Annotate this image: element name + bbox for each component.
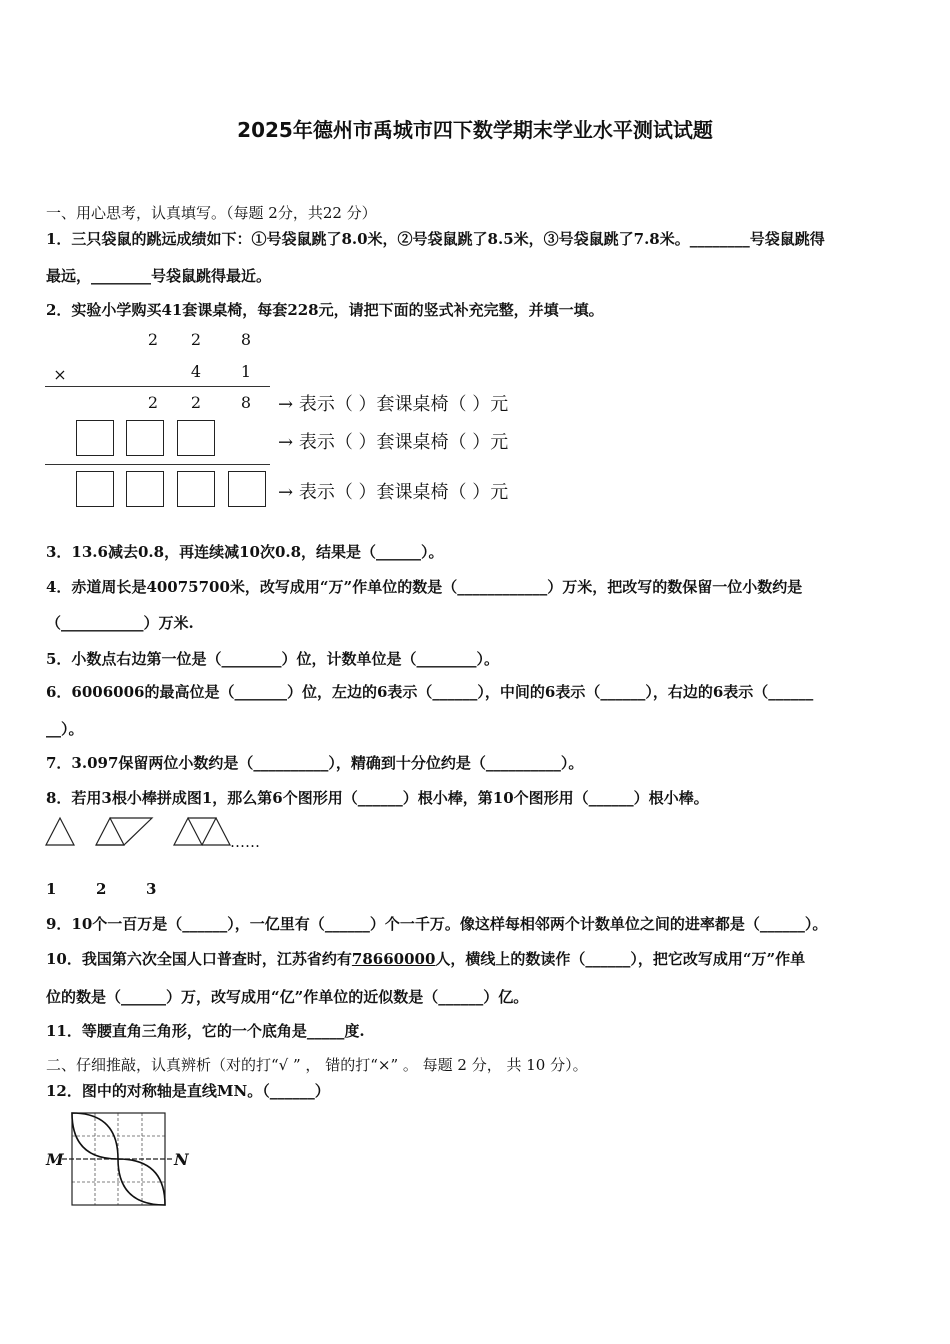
answer-box[interactable] — [76, 471, 114, 507]
times-sign: × — [53, 365, 67, 384]
row-annotation-1: → 表示（ ）套课桌椅（ ）元 — [278, 394, 509, 415]
digit: 2 — [190, 393, 202, 412]
section1-heading: 一、用心思考，认真填写。（每题 2分，共22 分） — [46, 204, 377, 222]
label-n: N — [174, 1150, 189, 1169]
row-annotation-3: → 表示（ ）套课桌椅（ ）元 — [278, 482, 509, 503]
q12-text: 12．图中的对称轴是直线MN。（______） — [46, 1082, 330, 1100]
digit: 8 — [240, 393, 252, 412]
q11-text: 11．等腰直角三角形，它的一个底角是_____度. — [46, 1022, 365, 1040]
digit: 2 — [147, 330, 159, 349]
arrow-right-icon: → — [278, 394, 294, 415]
figure-label-2: 2 — [96, 880, 107, 898]
q6-line2: __）。 — [46, 720, 84, 738]
ellipsis: …… — [230, 833, 260, 851]
digit: 2 — [190, 330, 202, 349]
figure-1-triangle — [46, 818, 74, 845]
digit: 4 — [190, 362, 202, 381]
label-m: M — [46, 1150, 64, 1169]
q3-text: 3．13.6减去0.8，再连续减10次0.8，结果是（______）。 — [46, 543, 444, 561]
product-line — [45, 386, 270, 387]
digit: 1 — [240, 362, 252, 381]
answer-box[interactable] — [126, 420, 164, 456]
answer-box[interactable] — [228, 471, 266, 507]
q10-line2: 位的数是（______）万，改写成用“亿”作单位的近似数是（______）亿。 — [46, 988, 529, 1006]
answer-box[interactable] — [177, 471, 215, 507]
q1-line2: 最远，________号袋鼠跳得最近。 — [46, 267, 272, 285]
digit: 2 — [147, 393, 159, 412]
arrow-right-icon: → — [278, 432, 294, 453]
q8-text: 8．若用3根小棒拼成图1，那么第6个图形用（______）根小棒，第10个图形用（______）根小棒。 — [46, 789, 709, 807]
q2-text: 2．实验小学购买41套课桌椅，每套228元，请把下面的竖式补充完整，并填一填。 — [46, 301, 604, 319]
q9-text: 9．10个一百万是（______），一亿里有（______）个一千万。像这样每相邻两个计数单位之间的进率都是（______）。 — [46, 915, 828, 933]
figure-label-3: 3 — [146, 880, 157, 898]
answer-box[interactable] — [177, 420, 215, 456]
q4-line2: （___________）万米. — [46, 614, 194, 632]
digit: 8 — [240, 330, 252, 349]
q4-line1: 4．赤道周长是40075700米，改写成用“万”作单位的数是（____________）万米，把改写的数保留一位小数约是 — [46, 578, 803, 596]
symmetry-grid-figure — [60, 1108, 174, 1210]
page-title: 2025年德州市禹城市四下数学期末学业水平测试试题 — [237, 118, 713, 142]
answer-box[interactable] — [76, 420, 114, 456]
section2-heading: 二、仔细推敲，认真辨析（对的打“√ ” ， 错的打“×” 。 每题 2 分， 共 10 分）。 — [46, 1056, 588, 1074]
q5-text: 5．小数点右边第一位是（________）位，计数单位是（________）。 — [46, 650, 499, 668]
q1-line1: 1．三只袋鼠的跳远成绩如下：①号袋鼠跳了8.0米，②号袋鼠跳了8.5米，③号袋鼠跳了7.8米。________号袋鼠跳得 — [46, 230, 825, 248]
answer-box[interactable] — [126, 471, 164, 507]
row-annotation-2: → 表示（ ）套课桌椅（ ）元 — [278, 432, 509, 453]
q10-line1: 10．我国第六次全国人口普查时，江苏省约有78660000人，横线上的数读作（______），把它改写成用“万”作单 — [46, 950, 806, 968]
figure-3-triangles — [174, 818, 230, 845]
sum-line — [45, 464, 270, 465]
q7-text: 7．3.097保留两位小数约是（__________），精确到十分位约是（__________）。 — [46, 754, 584, 772]
underlined-number: 78660000 — [351, 950, 436, 968]
q6-line1: 6．6006006的最高位是（_______）位，左边的6表示（______），中间的6表示（______），右边的6表示（______ — [46, 683, 814, 701]
figure-2-triangles — [96, 818, 152, 845]
arrow-right-icon: → — [278, 482, 294, 503]
figure-label-1: 1 — [46, 880, 57, 898]
